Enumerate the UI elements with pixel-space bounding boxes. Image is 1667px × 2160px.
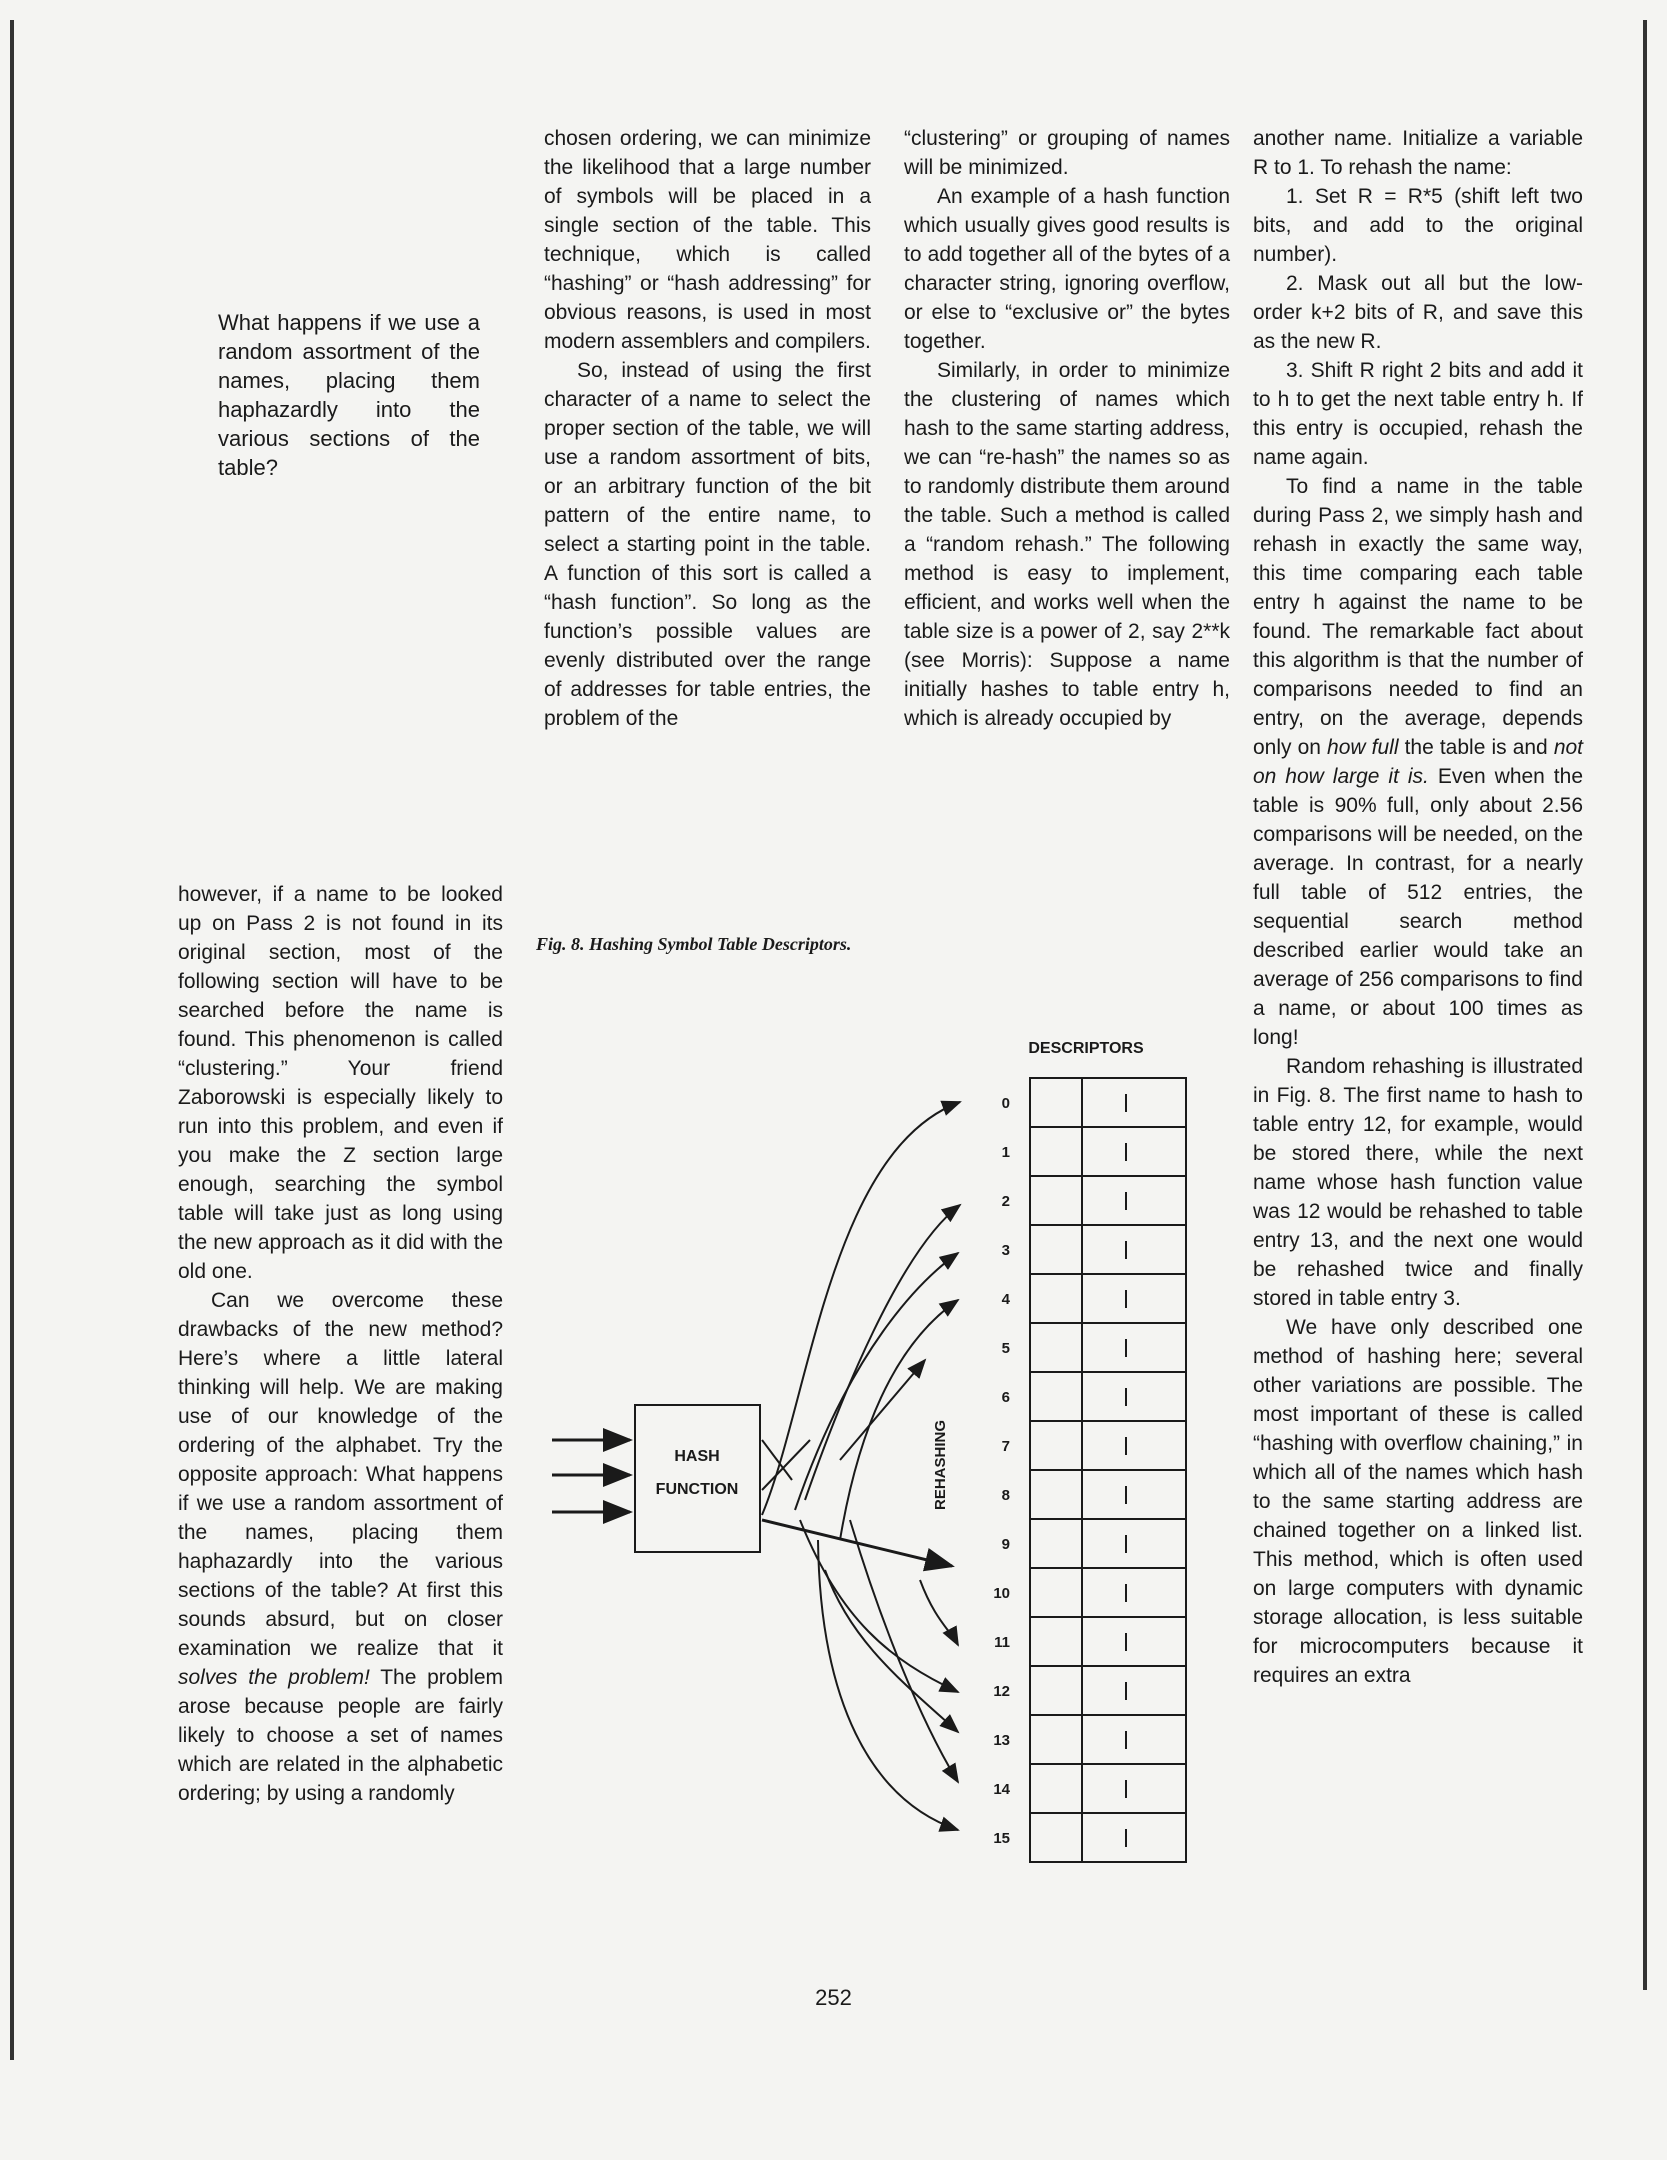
table-cell-right xyxy=(1082,1617,1186,1666)
rehash-arrow-b xyxy=(762,1440,810,1490)
table-cell-right xyxy=(1082,1225,1186,1274)
row-label-7: 7 xyxy=(1001,1438,1010,1455)
row-label-1: 1 xyxy=(1001,1144,1010,1161)
table-cell-right xyxy=(1082,1813,1186,1862)
table-cell-left xyxy=(1030,1519,1082,1568)
table-cell-right xyxy=(1082,1666,1186,1715)
column-4 xyxy=(1253,124,1583,1690)
col4-paragraph-4: We have only described one method of hashing here; several other variations are possible. The most important of these is called “hashing with overflow chaining,” in which all of the names which hash to the same starting address are chained together on a linked list. This method, which is often used on large computers with dynamic storage allocation, is less suitable for microcomputers because it requires an extra xyxy=(1253,1316,1583,1687)
rehash-arrow-to-12 xyxy=(850,1520,958,1782)
col4-p2-emphasis-1: how full xyxy=(1327,736,1399,759)
figure-caption: Fig. 8. Hashing Symbol Table Descriptors. xyxy=(536,934,852,954)
table-cell-left xyxy=(1030,1568,1082,1617)
table-cell-right xyxy=(1082,1764,1186,1813)
col4-step-3: 3. Shift R right 2 bits and add it to h to get the next table entry h. If this entry is occupied, rehash the name again. xyxy=(1253,359,1583,469)
descriptor-table xyxy=(1030,1078,1186,1862)
table-cell-right xyxy=(1082,1127,1186,1176)
page-edge-right xyxy=(1643,20,1647,1990)
table-cell-right xyxy=(1082,1372,1186,1421)
row-label-14: 14 xyxy=(993,1781,1010,1798)
table-cell-left xyxy=(1030,1715,1082,1764)
row-label-4: 4 xyxy=(1001,1291,1010,1308)
table-cell-left xyxy=(1030,1666,1082,1715)
page-number: 252 xyxy=(815,1985,852,2010)
col4-p2-emphasis-2: not on how large it is. xyxy=(1253,736,1584,788)
col3-paragraph-1: “clustering” or grouping of names will be minimized. xyxy=(904,127,1230,179)
column-2 xyxy=(544,124,871,733)
col4-step-1: 1. Set R = R*5 (shift left two bits, and add to the original number). xyxy=(1253,185,1583,266)
table-cell-left xyxy=(1030,1813,1082,1862)
table-cell-right xyxy=(1082,1274,1186,1323)
col4-p2-end: Even when the table is 90% full, only about 2.56 comparisons will be needed, on the average. In contrast, for a nearly full table of 512 entries, the sequential search method described earlier would take an average of 256 comparisons to find a name, or about 100 times as long! xyxy=(1253,765,1584,1049)
table-cell-right xyxy=(1082,1078,1186,1127)
col1-paragraph-2 xyxy=(178,1286,503,1808)
col3-paragraph-2: An example of a hash function which usually gives good results is to add together all of the bytes of a character string, ignoring overflow, or else to “exclusive or” the bytes together. xyxy=(904,185,1230,353)
col4-p2-mid: the table is and xyxy=(1398,736,1554,759)
row-label-8: 8 xyxy=(1001,1487,1010,1504)
column-3 xyxy=(904,124,1230,733)
col4-paragraph-3: Random rehashing is illustrated in Fig. 8. The first name to hash to table entry 12, for example, would be stored there, while the next name whose hash function value was 12 would be rehashed to table entry 13, and the next one would be rehashed twice and finally stored in table entry 3. xyxy=(1253,1055,1583,1310)
table-cell-left xyxy=(1030,1176,1082,1225)
table-cell-right xyxy=(1082,1470,1186,1519)
page-edge-left xyxy=(10,20,14,2060)
table-cell-left xyxy=(1030,1617,1082,1666)
row-label-13: 13 xyxy=(993,1732,1010,1749)
row-labels xyxy=(993,1095,1010,1847)
rehash-arrow-to-13 xyxy=(818,1540,958,1830)
col1-paragraph-1: however, if a name to be looked up on Pass 2 is not found in its original section, most of the following section will have to be searched before the name is found. This phenomenon is called “clustering.” Your friend Zaborowski is especially likely to run into this problem, and even if you make the Z section large enough, searching the symbol table will take just as long using the new approach as it did with the old one. xyxy=(178,883,503,1283)
col4-p2-start: To find a name in the table during Pass 2, we simply hash and rehash in exactly the same way, this time comparing each table entry h against the name to be found. The remarkable fact about this algorithm is that the number of comparisons needed to find an entry, on the average, depends only on xyxy=(1253,475,1583,759)
rehash-arrows xyxy=(762,1102,960,1830)
row-label-6: 6 xyxy=(1001,1389,1010,1406)
table-cell-left xyxy=(1030,1274,1082,1323)
col4-paragraph-2 xyxy=(1253,472,1583,1052)
table-cell-left xyxy=(1030,1225,1082,1274)
table-cell-right xyxy=(1082,1323,1186,1372)
table-cell-left xyxy=(1030,1421,1082,1470)
table-cell-left xyxy=(1030,1323,1082,1372)
row-label-10: 10 xyxy=(993,1585,1010,1602)
hash-function-box xyxy=(635,1405,760,1552)
row-label-0: 0 xyxy=(1001,1095,1010,1112)
col1-p2-end: The problem arose because people are fairly likely to choose a set of names which are related in the alphabetic ordering; by using a randomly xyxy=(178,1666,503,1805)
col4-paragraph-1: another name. Initialize a variable R to 1. To rehash the name: xyxy=(1253,127,1583,179)
table-cell-left xyxy=(1030,1372,1082,1421)
col1-p2-emphasis: solves the problem! xyxy=(178,1666,370,1689)
hash-label-line1: HASH xyxy=(674,1448,720,1465)
row-label-12: 12 xyxy=(993,1683,1010,1700)
table-cell-right xyxy=(1082,1568,1186,1617)
rehash-arrow-to-9 xyxy=(920,1580,958,1645)
table-cell-right xyxy=(1082,1421,1186,1470)
table-cell-right xyxy=(1082,1715,1186,1764)
table-cell-left xyxy=(1030,1078,1082,1127)
col4-step-2: 2. Mask out all but the low-order k+2 bits of R, and save this as the new R. xyxy=(1253,272,1583,353)
col3-paragraph-3: Similarly, in order to minimize the clustering of names which hash to the same starting address, we can “re-hash” the names so as to randomly distribute them around the table. Such a method is called a “random rehash.” The following method is easy to implement, efficient, and works well when the table size is a power of 2, say 2**k (see Morris): Suppose a name initially hashes to table entry h, which is already occupied by xyxy=(904,359,1230,730)
table-cell-right xyxy=(1082,1519,1186,1568)
col2-paragraph-1: chosen ordering, we can minimize the likelihood that a large number of symbols will be placed in a single section of the table. This technique, which is called “hashing” or “hash addressing” for obvious reasons, is used in most modern assemblers and compilers. xyxy=(544,127,871,353)
row-label-9: 9 xyxy=(1001,1536,1010,1553)
row-label-5: 5 xyxy=(1001,1340,1010,1357)
col2-paragraph-2: So, instead of using the first character of a name to select the proper section of the table, we will use a random assortment of bits, or an arbitrary function of the bit pattern of the entire name, to select a starting point in the table. A function of this sort is called a “hash function”. So long as the function’s possible values are evenly distributed over the range of addresses for table entries, the problem of the xyxy=(544,359,871,730)
table-cell-right xyxy=(1082,1176,1186,1225)
col1-p2-start: Can we overcome these drawbacks of the new method? Here’s where a little lateral thinking will help. We are making use of our knowledge of the ordering of the alphabet. Try the opposite approach: What happens if we use a random assortment of the names, placing them haphazardly into the various sections of the table? At first this sounds absurd, but on closer examination we realize that it xyxy=(178,1289,503,1660)
row-label-11: 11 xyxy=(994,1634,1010,1651)
row-label-3: 3 xyxy=(1001,1242,1010,1259)
pull-quote: What happens if we use a random assortment of the names, placing them haphazardly into the various sections of the table? xyxy=(218,310,480,480)
table-cell-left xyxy=(1030,1764,1082,1813)
table-cell-left xyxy=(1030,1127,1082,1176)
hashing-figure xyxy=(540,1020,1200,1890)
hash-label-line2: FUNCTION xyxy=(655,1481,739,1498)
descriptors-label: DESCRIPTORS xyxy=(1028,1040,1144,1057)
input-arrows xyxy=(552,1440,630,1512)
row-label-2: 2 xyxy=(1001,1193,1010,1210)
rehashing-label: REHASHING xyxy=(932,1419,949,1511)
row-label-15: 15 xyxy=(993,1830,1010,1847)
table-cell-left xyxy=(1030,1470,1082,1519)
column-1 xyxy=(178,880,503,1808)
